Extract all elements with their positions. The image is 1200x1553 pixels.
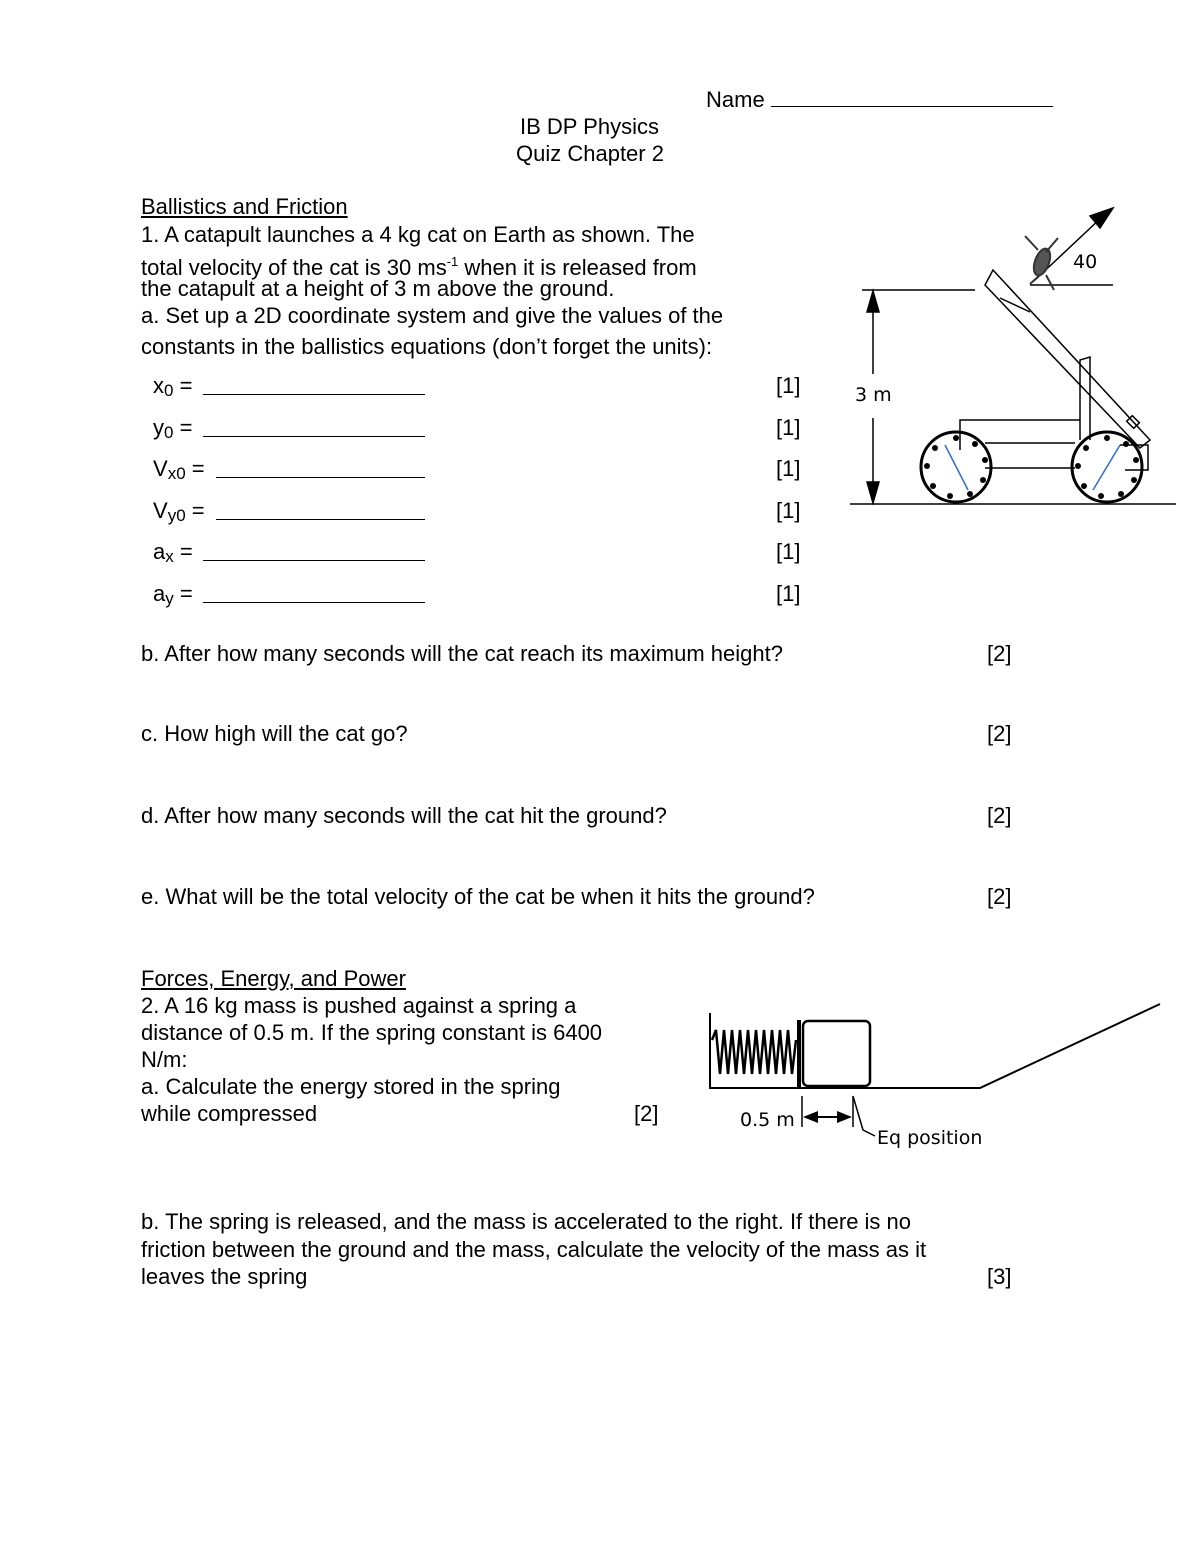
constant-vy0: Vy0 = [153, 497, 205, 529]
marks: [2] [987, 884, 1012, 909]
catapult-upright [1080, 357, 1090, 440]
angle-label: 40 [1073, 251, 1098, 273]
question-1e: e. What will be the total velocity of the cat be when it hits the ground? [141, 884, 815, 909]
marks: [1] [776, 539, 801, 564]
answer-blank[interactable] [203, 376, 425, 395]
q1-line: the catapult at a height of 3 m above the ground. [141, 276, 615, 301]
answer-blank[interactable] [216, 501, 425, 520]
mass-block [803, 1021, 870, 1086]
q2-line: a. Calculate the energy stored in the spring [141, 1074, 561, 1099]
answer-blank[interactable] [216, 459, 425, 478]
q2-line: 2. A 16 kg mass is pushed against a spring a [141, 993, 577, 1018]
arrow-head-left [803, 1111, 818, 1123]
marks: [3] [987, 1264, 1012, 1289]
spring [712, 1030, 796, 1074]
wheel-left [921, 432, 991, 502]
constant-x0: x0 = [153, 372, 192, 404]
eq-pointer [853, 1096, 875, 1136]
cat-figure [1025, 236, 1058, 290]
question-1c: c. How high will the cat go? [141, 721, 408, 746]
marks: [1] [776, 581, 801, 606]
name-field[interactable] [706, 86, 1053, 113]
velocity-arrow-head [1090, 208, 1113, 228]
marks: [1] [776, 456, 801, 481]
cart-top [960, 420, 1080, 450]
constant-ay: ay = [153, 580, 193, 612]
name-blank[interactable] [771, 88, 1053, 107]
wheel-right [1072, 432, 1142, 502]
constant-vx0: Vx0 = [153, 455, 205, 487]
answer-blank[interactable] [203, 418, 425, 437]
arrow-head-down [867, 482, 879, 503]
distance-label: 0.5 m [740, 1109, 795, 1131]
q1-line: total velocity of the cat is 30 $ms^{-1}$ when it is released from [141, 254, 697, 280]
course-title: IB DP Physics [520, 114, 659, 139]
question-1b: b. After how many seconds will the cat reach its maximum height? [141, 641, 783, 666]
q2-line: N/m: [141, 1047, 188, 1072]
q1-line: constants in the ballistics equations (don’t forget the units): [141, 334, 713, 359]
question-1d: d. After how many seconds will the cat hit the ground? [141, 803, 667, 828]
velocity-vector [1035, 217, 1102, 280]
section2-heading: Forces, Energy, and Power [141, 966, 406, 991]
section1-heading: Ballistics and Friction [141, 194, 348, 219]
answer-blank[interactable] [203, 542, 425, 561]
q1-line: 1. A catapult launches a 4 kg cat on Earth as shown. The [141, 222, 695, 247]
q2-line: distance of 0.5 m. If the spring constant is 6400 [141, 1020, 603, 1045]
quiz-title: Quiz Chapter 2 [516, 141, 664, 166]
track-and-ramp [710, 1004, 1160, 1088]
arrow-head-right [837, 1111, 852, 1123]
q2b-line: leaves the spring [141, 1264, 308, 1289]
marks: [1] [776, 498, 801, 523]
q2b-line: b. The spring is released, and the mass is accelerated to the right. If there is no [141, 1209, 912, 1234]
q1-line: a. Set up a 2D coordinate system and give the values of the [141, 303, 724, 328]
constant-ax: ax = [153, 538, 193, 570]
q2-line: while compressed [141, 1101, 318, 1126]
marks: [2] [987, 641, 1012, 666]
catapult-arm [985, 270, 1150, 448]
arrow-head-up [867, 291, 879, 312]
marks: [2] [634, 1101, 659, 1126]
marks: [2] [987, 803, 1012, 828]
eq-position-label: Eq position [877, 1127, 983, 1149]
marks: [2] [987, 721, 1012, 746]
q2b-line: friction between the ground and the mass, calculate the velocity of the mass as it [141, 1237, 927, 1262]
constant-y0: y0 = [153, 414, 192, 446]
marks: [1] [776, 373, 801, 398]
name-label: Name [706, 87, 765, 112]
height-label: 3 m [855, 384, 892, 406]
answer-blank[interactable] [203, 584, 425, 603]
marks: [1] [776, 415, 801, 440]
